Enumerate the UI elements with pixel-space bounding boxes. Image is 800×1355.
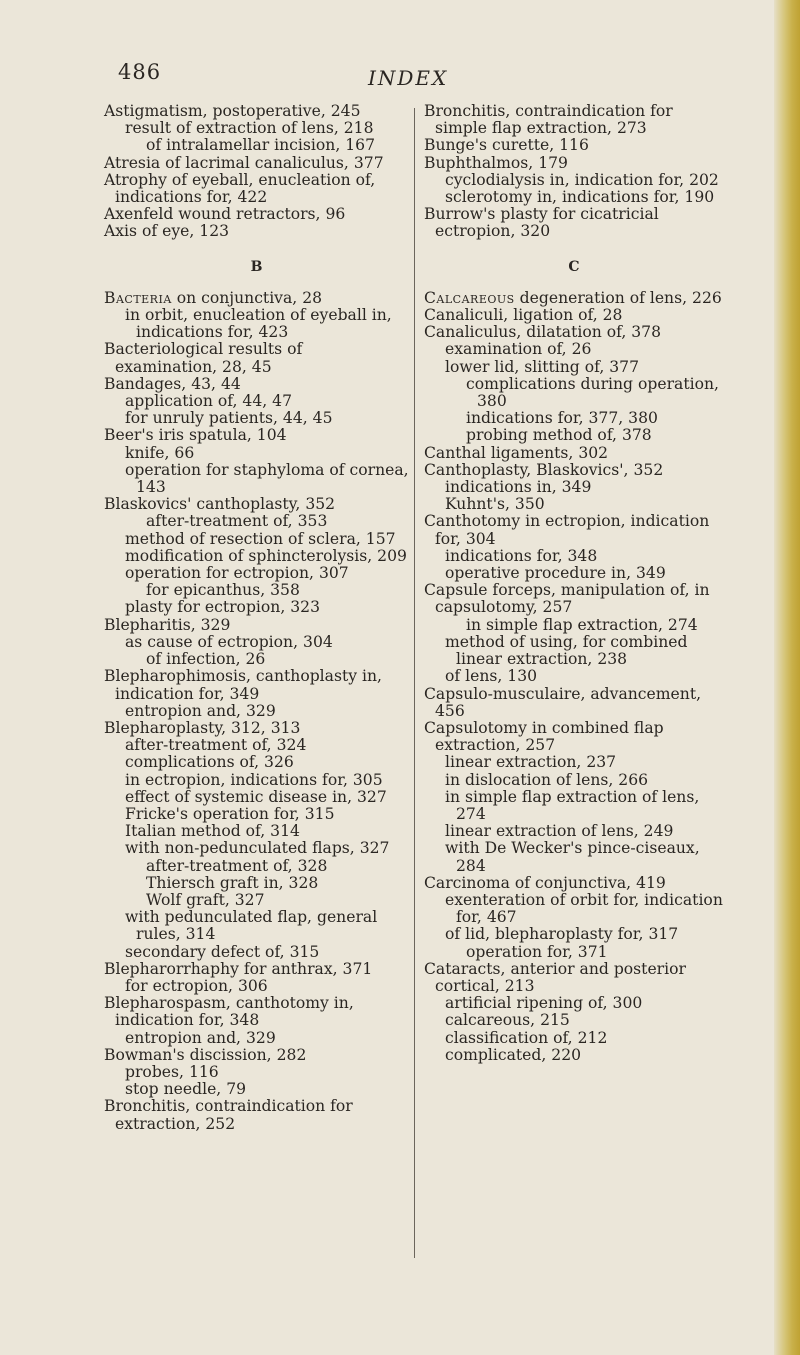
index-entry: Italian method of, 314 xyxy=(125,822,300,841)
index-entry: of infection, 26 xyxy=(146,650,266,669)
index-entry: of lens, 130 xyxy=(445,667,538,686)
index-entry: exenteration of orbit for, indication for, 467 xyxy=(445,890,723,927)
index-entry: Burrow's plasty for cicatricial ectropion, 320 xyxy=(424,205,659,241)
index-entry: Blepharospasm, canthotomy in, indication for, 348 xyxy=(104,994,354,1030)
index-entry: Thiersch graft in, 328 xyxy=(146,873,319,892)
index-entry: Capsule forceps, manipulation of, in capsulotomy, 257 xyxy=(424,581,710,617)
index-entry: Atrophy of eyeball, enucleation of, indications for, 422 xyxy=(104,170,376,207)
index-entry: Kuhnt's, 350 xyxy=(445,495,545,514)
entry-text: on conjunctiva, 28 xyxy=(171,288,323,307)
index-entry: Blepharitis, 329 xyxy=(104,615,231,634)
index-entry: Blepharorrhaphy for anthrax, 371 xyxy=(104,959,373,978)
index-entry: in orbit, enucleation of eyeball in, indications for, 423 xyxy=(125,306,392,342)
section-letter: B xyxy=(250,258,263,275)
index-entry: after-treatment of, 324 xyxy=(125,736,307,755)
index-entry: Capsulo-musculaire, advancement, 456 xyxy=(424,684,702,720)
index-entry: probes, 116 xyxy=(125,1062,219,1081)
index-entry: Wolf graft, 327 xyxy=(146,890,265,909)
index-entry: Axenfeld wound retractors, 96 xyxy=(104,205,346,224)
index-entry: Cataracts, anterior and posterior cortical, 213 xyxy=(424,959,686,995)
index-entry: Atresia of lacrimal canaliculus, 377 xyxy=(104,153,384,172)
running-head: INDEX xyxy=(368,66,449,90)
index-entry: linear extraction of lens, 249 xyxy=(445,822,674,841)
index-entry: Canaliculus, dilatation of, 378 xyxy=(424,323,662,342)
right-column xyxy=(424,103,724,1064)
index-entry: of intralamellar incision, 167 xyxy=(146,136,375,155)
index-entry: Bronchitis, contraindication for simple flap extraction, 273 xyxy=(424,102,673,138)
left-column xyxy=(104,103,409,1133)
index-entry: indications for, 377, 380 xyxy=(466,409,658,428)
column-divider xyxy=(414,108,415,1258)
entry-text: degeneration of lens, 226 xyxy=(514,288,722,307)
index-entry: for epicanthus, 358 xyxy=(146,581,300,600)
index-entry: with non-pedunculated flaps, 327 xyxy=(125,839,390,858)
page-number: 486 xyxy=(118,60,162,84)
index-entry: with De Wecker's pince-ciseaux, 284 xyxy=(445,839,700,875)
index-entry: Bowman's discission, 282 xyxy=(104,1045,307,1064)
index-entry: in dislocation of lens, 266 xyxy=(445,770,649,789)
index-entry: probing method of, 378 xyxy=(466,426,652,445)
index-entry: method of using, for combined linear extraction, 238 xyxy=(445,632,688,669)
index-entry: Bacteriological results of examination, 28, 45 xyxy=(104,340,303,376)
index-entry: classification of, 212 xyxy=(445,1028,608,1047)
index-entry: complicated, 220 xyxy=(445,1045,582,1064)
index-entry: plasty for ectropion, 323 xyxy=(125,598,321,617)
index-entry: Bandages, 43, 44 xyxy=(104,374,241,393)
index-entry: Bunge's curette, 116 xyxy=(424,136,589,155)
index-entry: operation for ectropion, 307 xyxy=(125,564,349,583)
index-entry: in ectropion, indications for, 305 xyxy=(125,770,383,789)
index-entry: examination of, 26 xyxy=(445,340,592,359)
index-entry xyxy=(424,290,724,307)
index-entry: for ectropion, 306 xyxy=(125,976,268,995)
index-entry: after-treatment of, 353 xyxy=(146,512,328,531)
index-entry: in simple flap extraction of lens, 274 xyxy=(445,787,700,823)
index-entry: effect of systemic disease in, 327 xyxy=(125,787,387,806)
index-entry: after-treatment of, 328 xyxy=(146,856,328,875)
index-entry: Buphthalmos, 179 xyxy=(424,153,568,172)
index-entry: for unruly patients, 44, 45 xyxy=(125,409,333,428)
index-entry: secondary defect of, 315 xyxy=(125,942,320,961)
index-entry: entropion and, 329 xyxy=(125,1028,276,1047)
index-entry: operative procedure in, 349 xyxy=(445,564,666,583)
index-entry: stop needle, 79 xyxy=(125,1080,247,1099)
index-entry: cyclodialysis in, indication for, 202 xyxy=(445,170,719,189)
index-entry: Blepharophimosis, canthoplasty in, indication for, 349 xyxy=(104,667,382,703)
section-letter: C xyxy=(568,258,580,275)
index-entry: complications of, 326 xyxy=(125,753,294,772)
index-entry: Fricke's operation for, 315 xyxy=(125,804,335,823)
index-entry: Canaliculi, ligation of, 28 xyxy=(424,306,623,325)
entry-lead: Bacteria xyxy=(104,288,172,307)
index-entry: Canthotomy in ectropion, indication for, 304 xyxy=(424,512,710,548)
page-edge xyxy=(774,0,800,1355)
index-entry: Astigmatism, postoperative, 245 xyxy=(104,102,361,120)
index-entry: indications in, 349 xyxy=(445,478,592,497)
index-entry xyxy=(104,290,409,307)
index-entry: Bronchitis, contraindication for extraction, 252 xyxy=(104,1097,353,1133)
index-entry: operation for staphyloma of cornea, 143 xyxy=(125,460,409,497)
index-entry: Capsulotomy in combined flap extraction, 257 xyxy=(424,718,664,755)
index-entry: sclerotomy in, indications for, 190 xyxy=(445,188,715,207)
index-entry: Beer's iris spatula, 104 xyxy=(104,426,287,445)
index-entry: as cause of ectropion, 304 xyxy=(125,632,333,651)
index-entry: with pedunculated flap, general rules, 314 xyxy=(125,908,378,944)
index-entry: of lid, blepharoplasty for, 317 xyxy=(445,925,679,944)
index-entry: Carcinoma of conjunctiva, 419 xyxy=(424,873,666,892)
index-entry: Canthal ligaments, 302 xyxy=(424,443,609,462)
index-entry: modification of sphincterolysis, 209 xyxy=(125,546,407,565)
index-entry: linear extraction, 237 xyxy=(445,753,617,772)
index-entry: Canthoplasty, Blaskovics', 352 xyxy=(424,460,664,479)
index-entry: in simple flap extraction, 274 xyxy=(466,615,698,634)
index-entry: entropion and, 329 xyxy=(125,701,276,720)
index-entry: Axis of eye, 123 xyxy=(104,222,230,241)
index-entry: indications for, 348 xyxy=(445,546,598,565)
index-entry: knife, 66 xyxy=(125,443,195,462)
index-entry: lower lid, slitting of, 377 xyxy=(445,357,639,376)
index-entry: result of extraction of lens, 218 xyxy=(125,119,374,138)
index-entry: operation for, 371 xyxy=(466,942,608,961)
index-entry: calcareous, 215 xyxy=(445,1011,570,1030)
index-entry: Blepharoplasty, 312, 313 xyxy=(104,718,301,737)
index-entry: artificial ripening of, 300 xyxy=(445,994,643,1013)
entry-lead: Calcareous xyxy=(424,288,515,307)
index-entry: method of resection of sclera, 157 xyxy=(125,529,396,548)
index-entry: Blaskovics' canthoplasty, 352 xyxy=(104,495,336,514)
index-entry: complications during operation, 380 xyxy=(466,374,719,411)
index-entry: application of, 44, 47 xyxy=(125,392,293,411)
